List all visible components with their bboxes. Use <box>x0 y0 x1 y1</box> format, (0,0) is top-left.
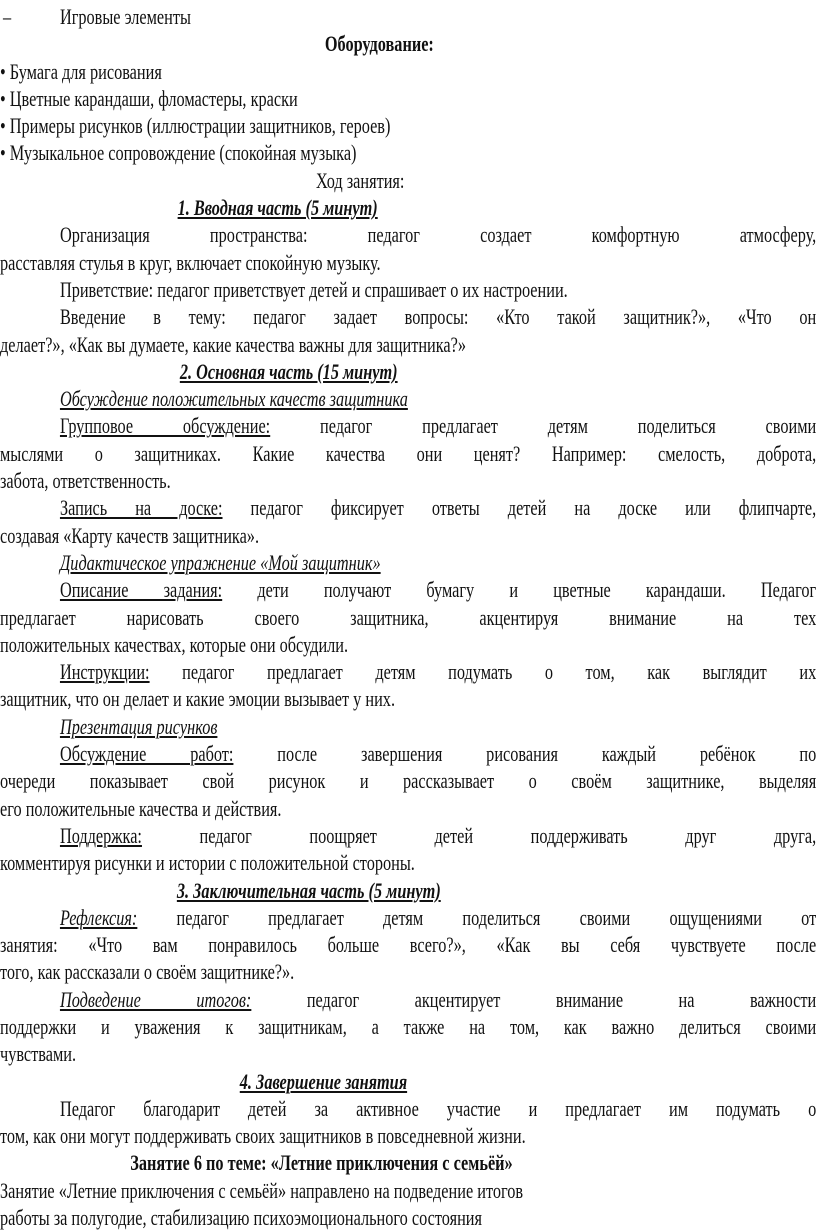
paragraph-label: Обсуждение работ: <box>59 741 234 767</box>
paragraph-text: педагог фиксирует ответы детей на доске или флипчарте, <box>222 495 816 521</box>
paragraph-label: Подведение итогов: <box>59 986 252 1012</box>
subsection-heading: Обсуждение положительных качеств защитника <box>59 386 408 412</box>
paragraph-text: педагог предлагает детям поделиться своими <box>270 413 816 439</box>
paragraph-line: создавая «Карту качеств защитника». <box>0 522 260 548</box>
paragraph-line: мыслями о защитниках. Какие качества они ценят? Например: смелость, доброта, <box>0 440 816 466</box>
paragraph-text: педагог предлагает детям поделиться своими ощущениями от <box>137 904 816 930</box>
document-page <box>0 3 816 1231</box>
subsection-heading: Презентация рисунков <box>59 713 218 739</box>
paragraph-line: чувствами. <box>0 1041 77 1067</box>
paragraph-label: Инструкции: <box>59 659 150 685</box>
paragraph-line <box>0 412 816 439</box>
paragraph-text: педагог акцентирует внимание на важности <box>251 986 816 1012</box>
paragraph-line: комментируя рисунки и истории с положительной стороны. <box>0 850 415 876</box>
paragraph-text: педагог поощряет детей поддерживать друг друга, <box>141 822 816 848</box>
paragraph-line: Введение в тему: педагог задает вопросы: «Кто такой защитник?», «Что он <box>59 304 816 330</box>
paragraph-label: Групповое обсуждение: <box>59 413 271 439</box>
paragraph-line <box>0 494 816 521</box>
list-item-text: Игровые элементы <box>59 4 191 29</box>
paragraph-label: Рефлексия: <box>59 904 138 930</box>
paragraph-line: забота, ответственность. <box>0 468 171 494</box>
paragraph-line: поддержки и уважения к защитникам, а также на том, как важно делиться своими <box>0 1013 816 1039</box>
paragraph-line: делает?», «Как вы думаете, какие качества важны для защитника?» <box>0 331 467 357</box>
paragraph-text: дети получают бумагу и цветные карандаши. Педагог <box>222 577 816 603</box>
dash-marker: – <box>2 4 12 29</box>
paragraph-line: Организация пространства: педагог создает комфортную атмосферу, <box>59 222 816 248</box>
paragraph-line: Занятие «Летние приключения с семьёй» направлено на подведение итогов <box>0 1177 524 1203</box>
lesson-flow-heading: Ход занятия: <box>315 167 405 193</box>
lesson-6-heading: Занятие 6 по теме: «Летние приключения с семьёй» <box>130 1150 513 1176</box>
paragraph-line: его положительные качества и действия. <box>0 795 282 821</box>
paragraph-line <box>0 822 816 849</box>
paragraph-line: том, как они могут поддерживать своих защитников в повседневной жизни. <box>0 1123 526 1149</box>
list-item <box>0 3 816 30</box>
paragraph-line: Приветствие: педагог приветствует детей и спрашивает о их настроении. <box>59 276 568 302</box>
paragraph-line <box>0 658 816 685</box>
list-item: • Музыкальное сопровождение (спокойная музыка) <box>0 140 357 166</box>
paragraph-text: после завершения рисования каждый ребёнок по <box>233 741 816 767</box>
paragraph-line: положительных качествах, которые они обсудили. <box>0 631 349 657</box>
paragraph-text: педагог предлагает детям подумать о том, как выглядит их <box>149 659 816 685</box>
paragraph-line <box>0 740 816 767</box>
paragraph-line: Педагог благодарит детей за активное участие и предлагает им подумать о <box>59 1095 816 1121</box>
paragraph-label: Описание задания: <box>59 577 223 603</box>
subsection-heading: Дидактическое упражнение «Мой защитник» <box>59 549 381 575</box>
list-item: • Примеры рисунков (иллюстрации защитников, героев) <box>0 113 391 139</box>
section-heading-final: 3. Заключительная часть (5 минут) <box>176 877 441 903</box>
paragraph-line: очереди показывает свой рисунок и рассказывает о своём защитнике, выделяя <box>0 768 816 794</box>
paragraph-line: защитник, что он делает и какие эмоции вызывает у них. <box>0 686 396 712</box>
paragraph-label: Поддержка: <box>59 822 142 848</box>
section-heading-closing: 4. Завершение занятия <box>239 1068 408 1094</box>
paragraph-line: расставляя стулья в круг, включает спокойную музыку. <box>0 249 381 275</box>
paragraph-line <box>0 576 816 603</box>
paragraph-label: Запись на доске: <box>59 495 223 521</box>
paragraph-line: работы за полугодие, стабилизацию психоэмоционального состояния <box>0 1205 482 1231</box>
paragraph-line <box>0 986 816 1013</box>
paragraph-line <box>0 904 816 931</box>
paragraph-line: предлагает нарисовать своего защитника, акцентируя внимание на тех <box>0 604 816 630</box>
list-item: • Цветные карандаши, фломастеры, краски <box>0 85 298 111</box>
paragraph-line: занятия: «Что вам понравилось больше всего?», «Как вы себя чувствуете после <box>0 932 816 958</box>
list-item: • Бумага для рисования <box>0 58 162 84</box>
section-heading-intro: 1. Вводная часть (5 минут) <box>177 195 378 221</box>
paragraph-line: того, как рассказали о своём защитнике?». <box>0 959 295 985</box>
section-heading-main: 2. Основная часть (15 минут) <box>179 358 398 384</box>
equipment-heading: Оборудование: <box>324 31 434 57</box>
